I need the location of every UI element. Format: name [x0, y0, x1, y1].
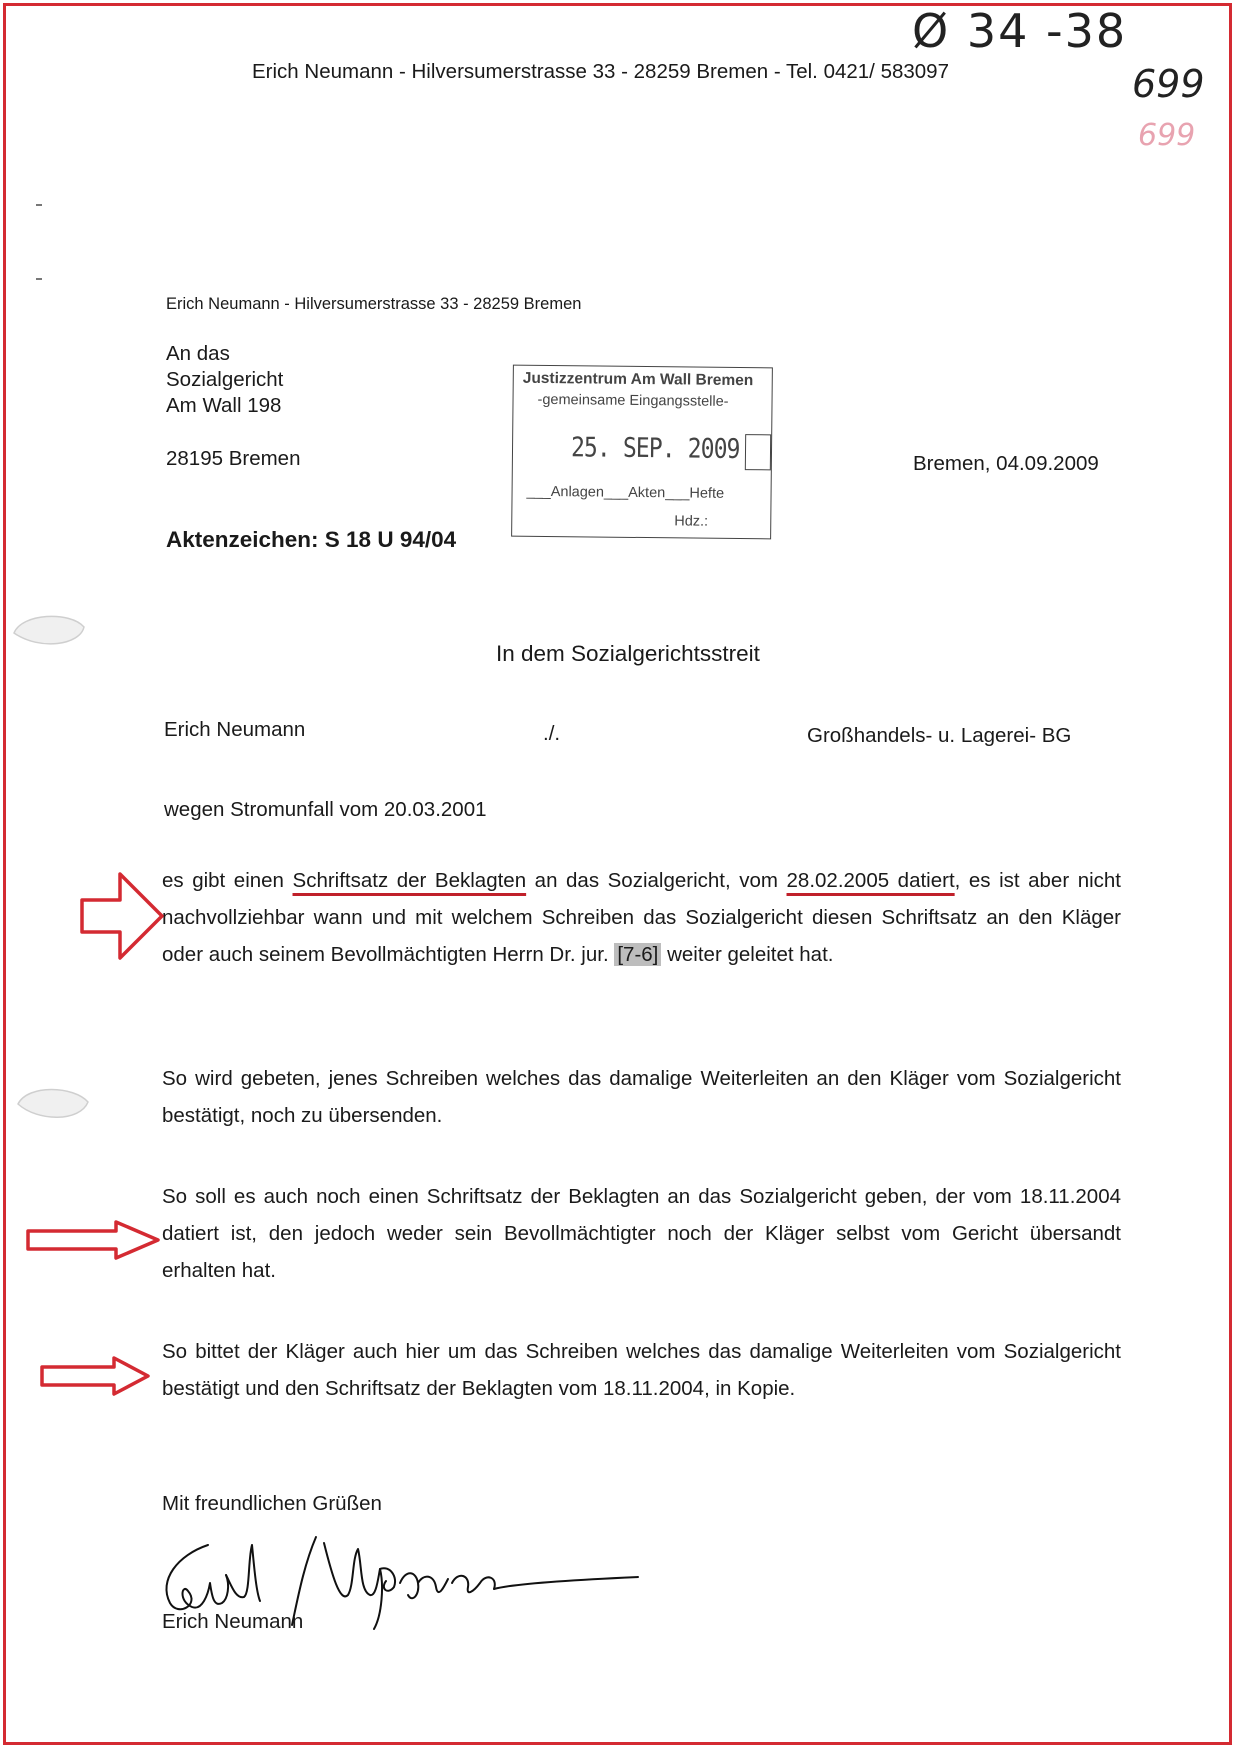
- versus-mark: ./.: [543, 722, 561, 745]
- paragraph-1-text-a: es gibt einen: [162, 869, 293, 892]
- underlined-schriftsatz: Schriftsatz der Beklagten: [292, 869, 527, 892]
- defendant-name: Großhandels- u. Lagerei- BG: [807, 724, 1072, 747]
- paragraph-1-text-d: weiter geleitet hat.: [661, 943, 834, 966]
- redaction-marker: [7-6]: [614, 943, 661, 966]
- signature-name: Erich Neumann: [162, 1610, 304, 1633]
- punch-mark-bottom: [14, 1078, 94, 1128]
- closing-greeting: Mit freundlichen Grüßen: [162, 1492, 382, 1515]
- case-reference: Aktenzeichen: S 18 U 94/04: [166, 527, 457, 552]
- recipient-line-4: 28195 Bremen: [166, 447, 301, 470]
- paragraph-1-text-b: an das Sozialgericht, vom: [526, 869, 787, 892]
- paragraph-1-text-c: , es ist aber nicht nachvollziehbar wann und mit welchem Schreiben das Sozialgericht diesen Schriftsatz an den Kläger oder auch seinem Bevollmächtigten Herrn Dr. jur.: [162, 869, 1122, 966]
- received-stamp: [511, 365, 773, 540]
- arrow-icon-1: [78, 868, 168, 968]
- arrow-icon-3: [38, 1354, 154, 1398]
- sender-return-address: Erich Neumann - Hilversumerstrasse 33 - 28259 Bremen: [166, 295, 582, 313]
- plaintiff-name: Erich Neumann: [164, 718, 306, 741]
- punch-mark-top: [10, 605, 90, 655]
- recipient-line-2: Sozialgericht: [166, 368, 284, 391]
- handwritten-page-number-pink: 699: [1138, 118, 1196, 153]
- stamp-hdz: Hdz.:: [674, 513, 709, 530]
- stamp-line-1: Justizzentrum Am Wall Bremen: [522, 369, 754, 390]
- stamp-checkbox: [745, 434, 771, 470]
- stamp-date: 25. SEP. 2009: [570, 432, 740, 466]
- arrow-icon-2: [24, 1218, 164, 1262]
- handwritten-page-number: 699: [1132, 62, 1205, 106]
- handwritten-file-range: Ø 34 -38: [912, 4, 1128, 58]
- letterhead: Erich Neumann - Hilversumerstrasse 33 - 28259 Bremen - Tel. 0421/ 583097: [252, 60, 949, 83]
- recipient-line-3: Am Wall 198: [166, 394, 282, 417]
- subject-line: wegen Stromunfall vom 20.03.2001: [164, 798, 487, 821]
- paragraph-4: So bittet der Kläger auch hier um das Schreiben welches das damalige Weiterleiten vom Sozialgericht bestätigt und den Schriftsatz der Beklagten vom 18.11.2004, in Kopie.: [162, 1340, 1121, 1400]
- stamp-fields: ___Anlagen___Akten___Hefte: [526, 483, 725, 502]
- recipient-line-1: An das: [166, 342, 230, 365]
- place-date: Bremen, 04.09.2009: [913, 452, 1099, 475]
- margin-tick-2: [36, 278, 42, 280]
- underlined-date: 28.02.2005 datiert: [786, 869, 955, 892]
- paragraph-2: So wird gebeten, jenes Schreiben welches das damalige Weiterleiten an den Kläger vom Sozialgericht bestätigt, noch zu übersenden.: [162, 1067, 1121, 1127]
- margin-tick-1: [36, 204, 42, 206]
- stamp-line-2: -gemeinsame Eingangsstelle-: [537, 391, 729, 410]
- paragraph-1: [162, 862, 1121, 973]
- case-heading: In dem Sozialgerichtsstreit: [496, 641, 760, 666]
- paragraph-3: So soll es auch noch einen Schriftsatz der Beklagten an das Sozialgericht geben, der vom 18.11.2004 datiert ist, den jedoch weder sein Bevollmächtigter noch der Kläger selbst vom Gericht übersandt erhalten hat.: [162, 1185, 1121, 1282]
